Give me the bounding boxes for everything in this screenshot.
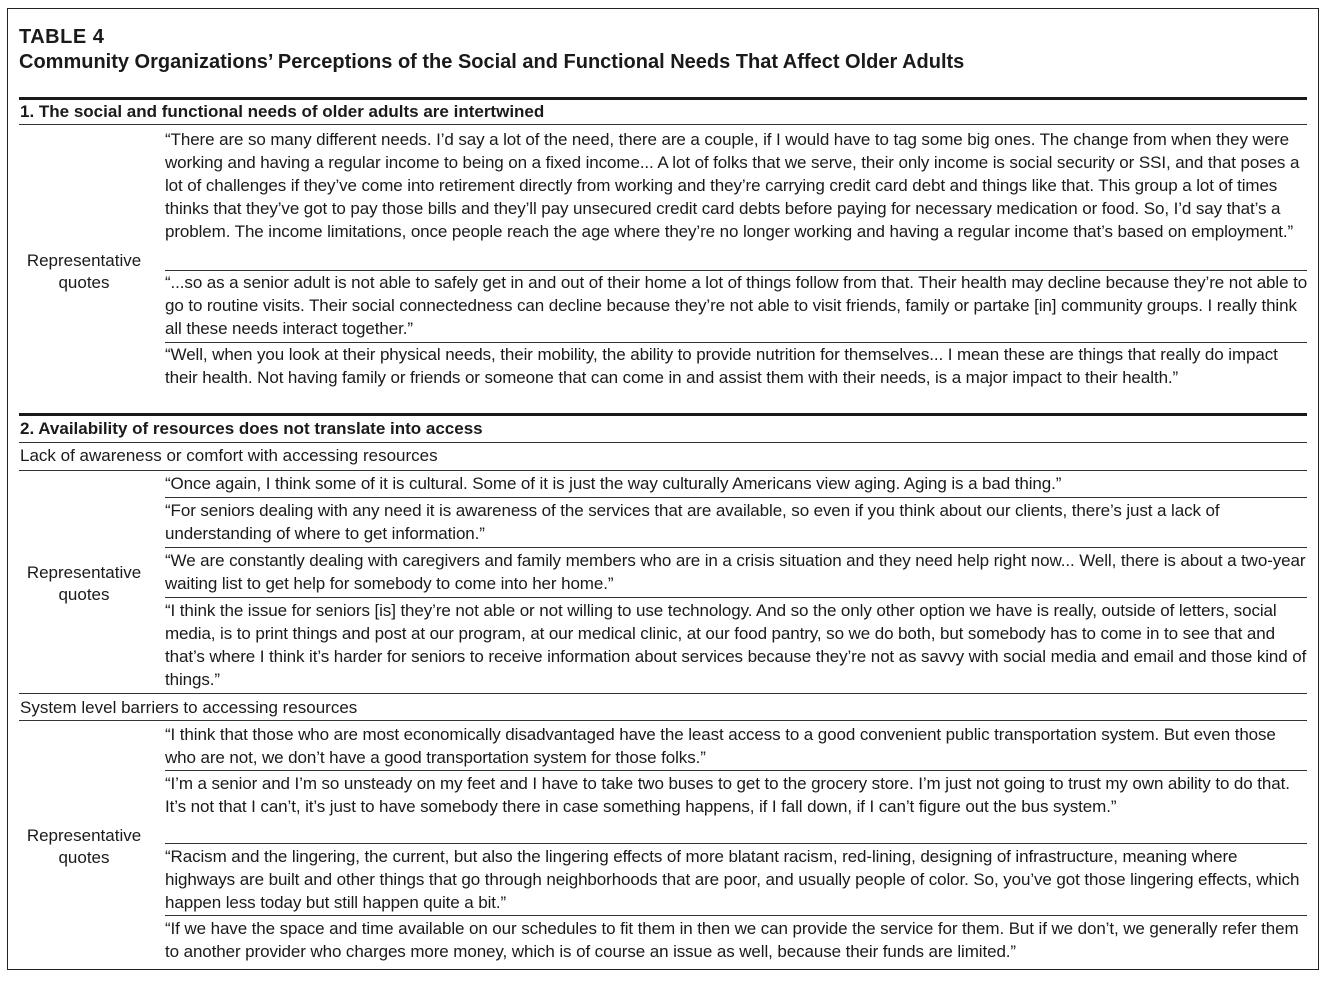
table-title: Community Organizations’ Perceptions of the Social and Functional Needs That Affect Older Adults [19,51,965,73]
quote: “We are constantly dealing with caregivers and family members who are in a crisis situation and they need help right now... Well, there is about a two-year waiting list to get help for somebody to come into her home.” [165,551,1306,593]
quote: “There are so many different needs. I’d say a lot of the need, there are a couple, if I would have to tag some big ones. The change from when they were working and having a regular income to being on a fixed income... A lot of folks that we serve, their only income is social security or SSI, and that poses a lot of challenges if they’ve come into retirement directly from working and they’re carrying credit card debt and things like that. This group a lot of times thinks that they’ve got to pay those bills and they’ll pay unsecured credit card debts before paying for necessary medication or food. So, I’d say that’s a problem. The income limitations, once people reach the age where they’re no longer working and having a regular income that’s based on employment.” [165,130,1300,241]
row-divider [19,693,1307,694]
quote: “I’m a senior and I’m so unsteady on my feet and I have to take two buses to get to the grocery store. I’m just not going to trust my own ability to do that. It’s not that I can’t, it’s just to have somebody there in case something happens, if I fall down, if I can’t figure out the bus system.” [165,774,1290,816]
table-title-block [19,25,964,75]
quote: “For seniors dealing with any need it is awareness of the services that are available, so even if you think about our clients, there’s just a lack of understanding of where to get information.” [165,501,1220,543]
quote: “Once again, I think some of it is cultural. Some of it is just the way culturally Americans view aging. Aging is a bad thing.” [165,474,1062,493]
row-divider [19,124,1307,125]
quote-divider [165,843,1307,844]
quote: “Racism and the lingering, the current, but also the lingering effects of more blatant racism, red-lining, designing of infrastructure, meaning where highways are built and other things that go through neighborhoods that are poor, and usually people of color. So, you’ve got those lingering effects, which happen less today but still happen quite a bit.” [165,847,1300,912]
row-divider [19,470,1307,471]
quote-divider [165,915,1307,916]
table-frame [7,8,1319,970]
quote-divider [165,497,1307,498]
quote-divider [165,770,1307,771]
subsection-heading: System level barriers to accessing resources [20,698,358,717]
quote: “I think the issue for seniors [is] they’re not able or not willing to use technology. And so the only other option we have is really, outside of letters, social media, is to print things and post at our program, at our medical clinic, at our food pantry, so we do both, but somebody has to come in to see that and that’s where I think it’s harder for seniors to receive information about services because they’re not as savvy with social media and email and those kind of things.” [165,601,1307,689]
section-heading: 1. The social and functional needs of older adults are intertwined [20,102,545,121]
quote: “I think that those who are most economically disadvantaged have the least access to a good convenient public transportation system. But even those who are not, we don’t have a good transportation system for those folks.” [165,725,1276,767]
rep-quotes-label: Representative quotes [26,826,142,867]
rep-quotes-label: Representative quotes [26,563,142,604]
section-rule [19,413,1307,416]
quote: “Well, when you look at their physical needs, their mobility, the ability to provide nutrition for themselves... I mean these are things that really do impact their health. Not having family or friends or someone that can come in and assist them with their needs, is a major impact to their health.” [165,345,1278,387]
quote: “...so as a senior adult is not able to safely get in and out of their home a lot of things follow from that. Their health may decline because they’re not able to go to routine visits. Their social connectedness can decline because they’re not able to visit friends, family or partake [in] community groups. I really think all these needs interact together.” [165,273,1308,338]
row-divider [19,442,1307,443]
section-rule [19,97,1307,100]
table-label: TABLE 4 [19,26,105,48]
subsection-heading: Lack of awareness or comfort with accessing resources [20,446,438,465]
rep-quotes-label: Representative quotes [26,251,142,292]
quote-divider [165,547,1307,548]
quote-divider [165,597,1307,598]
quote: “If we have the space and time available on our schedules to fit them in then we can provide the service for them. But if we don’t, we generally refer them to another provider who charges more money, which is of course an issue as well, because their funds are limited.” [165,919,1299,961]
row-divider [19,720,1307,721]
section-heading: 2. Availability of resources does not translate into access [20,419,483,438]
